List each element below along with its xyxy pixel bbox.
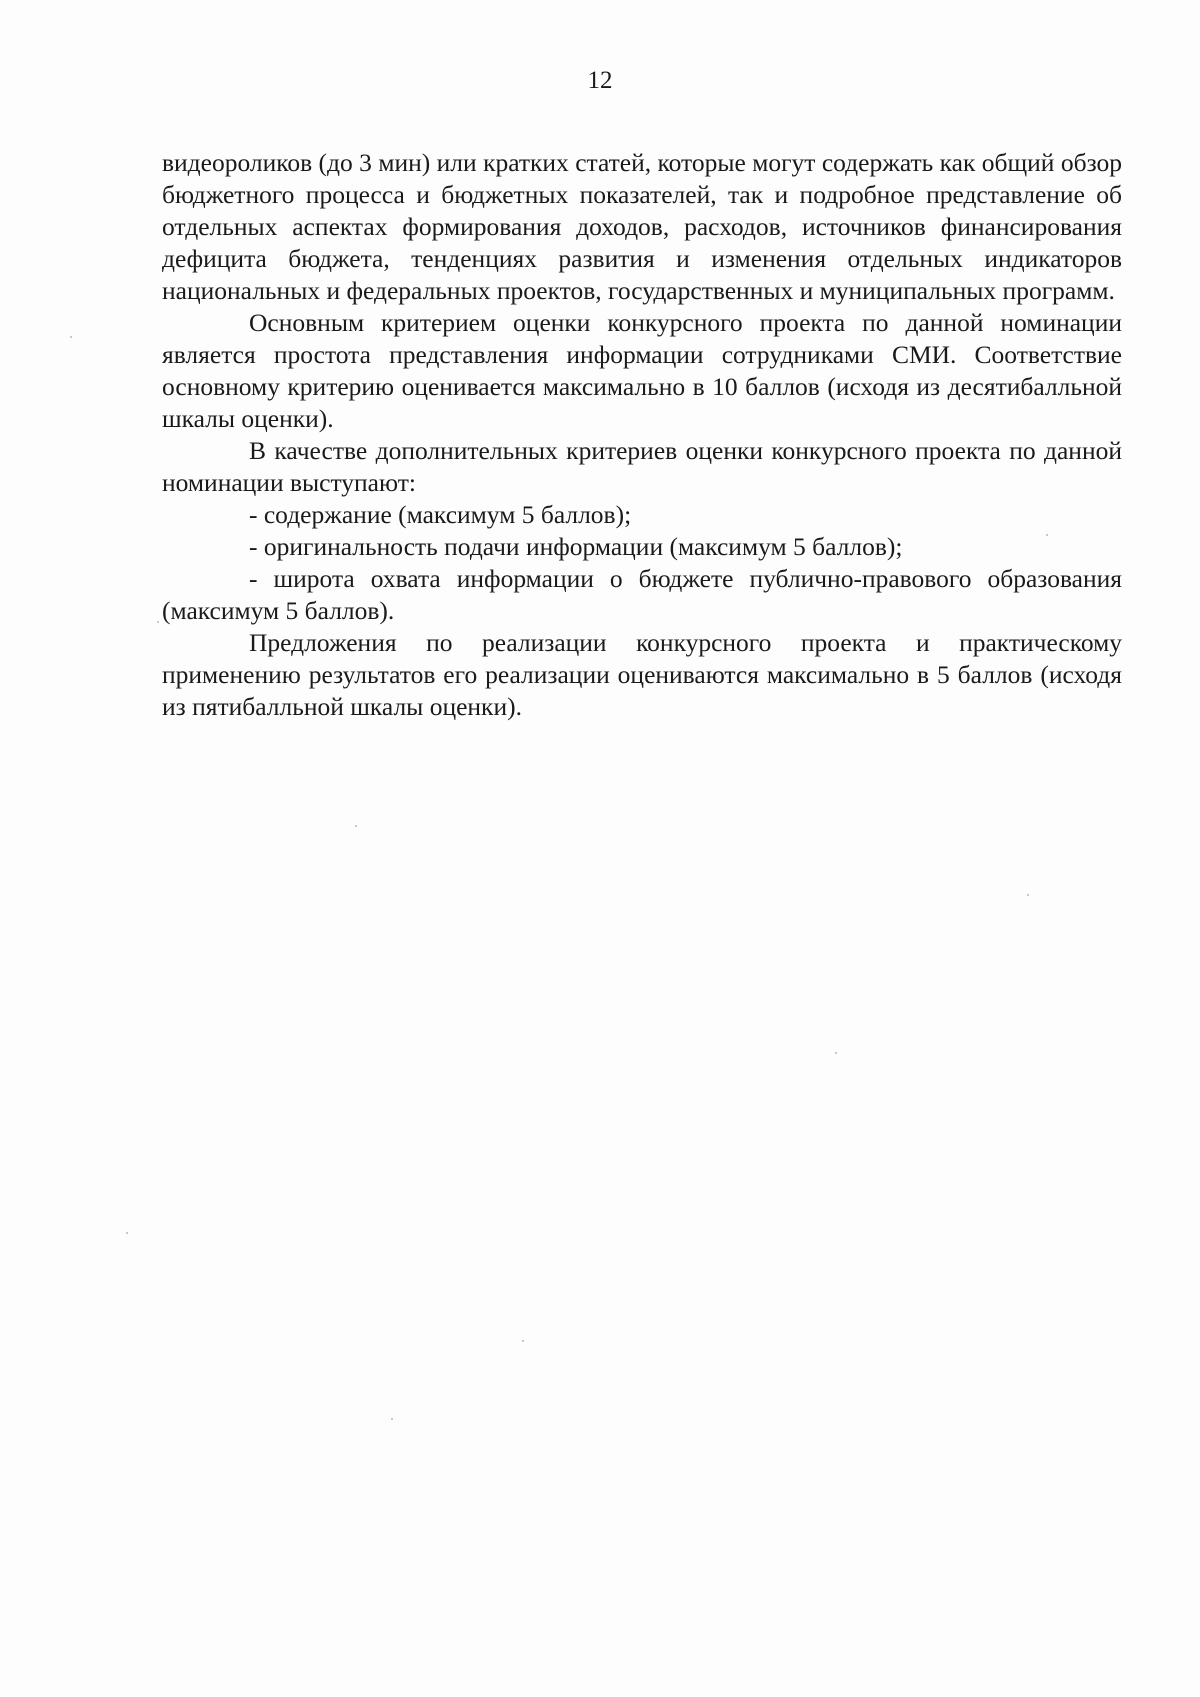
paragraph-proposals: Предложения по реализации конкурсного проекта и практическому применению результатов его реализации оцениваются максимально в 5 баллов (исходя из пятибалльной шкалы оценки). <box>162 628 1122 721</box>
scan-speck <box>70 336 72 338</box>
scan-speck <box>522 1340 524 1342</box>
paragraph-continuation: видеороликов (до 3 мин) или кратких статей, которые могут содержать как общий обзор бюджетного процесса и бюджетных показателей, так и подробное представление об отдельных аспектах формирования доходов, расходов, источников финансирования дефицита бюджета, тенденциях развития и изменения отдельных индикаторов национальных и федеральных проектов, государственных и муниципальных программ. <box>162 148 1122 305</box>
scan-speck <box>391 1418 393 1420</box>
scan-speck <box>835 1052 837 1054</box>
list-item-content: - содержание (максимум 5 баллов); <box>249 500 632 529</box>
paragraph-additional-criteria: В качестве дополнительных критериев оценки конкурсного проекта по данной номинации выступают: <box>162 436 1122 497</box>
list-item-coverage: - широта охвата информации о бюджете публично-правового образования (максимум 5 баллов). <box>162 564 1122 625</box>
page-number: 12 <box>587 67 613 94</box>
scan-speck <box>355 825 357 827</box>
scan-speck <box>1027 894 1029 896</box>
scan-speck <box>126 1232 128 1234</box>
scan-speck <box>1046 534 1048 536</box>
paragraph-main-criterion: Основным критерием оценки конкурсного проекта по данной номинации является простота представления информации сотрудниками СМИ. Соответствие основному критерию оценивается максимально в 10 баллов (исходя из десятибалльной шкалы оценки). <box>162 308 1122 433</box>
list-item-originality: - оригинальность подачи информации (максимум 5 баллов); <box>249 532 903 561</box>
scan-speck <box>157 621 159 623</box>
document-body <box>162 147 1122 723</box>
